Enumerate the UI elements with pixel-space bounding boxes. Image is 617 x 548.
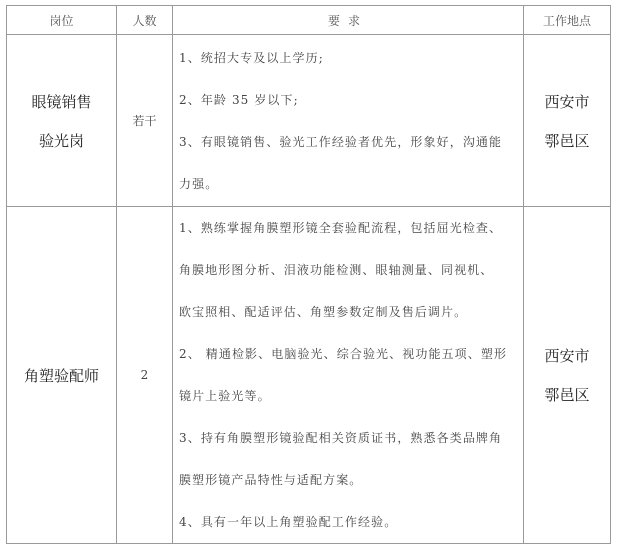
table-row	[7, 207, 611, 544]
position-name-line: 角塑验配师	[23, 366, 99, 385]
location-cell	[524, 207, 611, 544]
requirement-line: 欧宝照相、配适评估、角塑参数定制及售后调片。	[179, 305, 468, 319]
requirement-line: 镜片上验光等。	[179, 389, 271, 403]
header-count: 人数	[117, 6, 173, 35]
requirement-line: 2、年龄 35 岁以下;	[179, 92, 299, 107]
position-cell	[7, 35, 117, 207]
requirements-cell	[173, 207, 524, 544]
location-line: 西安市	[544, 92, 590, 111]
location-cell	[524, 35, 611, 207]
header-position: 岗位	[7, 6, 117, 35]
requirement-line: 3、有眼镜销售、验光工作经验者优先，形象好，沟通能	[179, 134, 503, 149]
location-line: 西安市	[544, 347, 590, 365]
headcount-cell: 若干	[117, 35, 173, 207]
header-row	[7, 6, 611, 35]
position-name-line: 验光岗	[38, 131, 84, 150]
requirement-line: 1、熟练掌握角膜塑形镜全套验配流程，包括屈光检查、	[179, 221, 503, 235]
header-location: 工作地点	[524, 6, 611, 35]
requirement-line: 2、 精通检影、电脑验光、综合验光、视功能五项、塑形	[179, 347, 508, 361]
requirements-cell	[173, 35, 524, 207]
requirement-line: 4、具有一年以上角塑验配工作经验。	[179, 515, 398, 529]
location-line: 鄠邑区	[544, 386, 590, 404]
position-name-line: 眼镜销售	[31, 92, 92, 111]
requirement-line: 1、统招大专及以上学历;	[179, 50, 324, 65]
location-line: 鄠邑区	[544, 131, 590, 150]
requirement-line: 角膜地形图分析、泪液功能检测、眼轴测量、同视机、	[179, 263, 494, 277]
requirement-line: 力强。	[179, 176, 219, 191]
position-cell	[7, 207, 117, 544]
table-row	[7, 35, 611, 207]
headcount-cell: 2	[117, 207, 173, 544]
requirement-line: 膜塑形镜产品特性与适配方案。	[179, 473, 363, 487]
job-table	[6, 5, 611, 544]
requirement-line: 3、持有角膜塑形镜验配相关资质证书，熟悉各类品牌角	[179, 431, 503, 445]
header-requirements: 要求	[173, 6, 524, 35]
